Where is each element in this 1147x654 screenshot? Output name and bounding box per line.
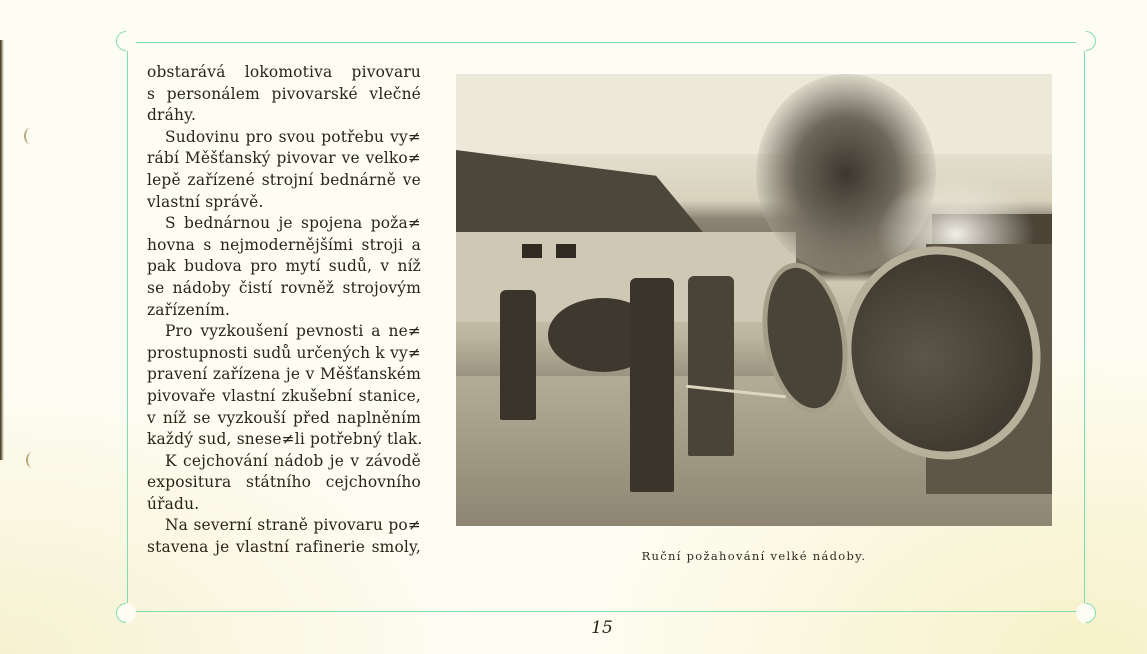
photo-window bbox=[556, 244, 576, 258]
text-line: expositura státního cejchovního bbox=[147, 473, 421, 492]
text-line: v níž se vyzkouší před naplněním bbox=[147, 408, 421, 427]
photo-worker-left bbox=[500, 290, 536, 420]
text-line: rábí Měšťanský pivovar ve velko≠ bbox=[147, 149, 421, 168]
text-line: Sudovinu pro svou potřebu vy≠ bbox=[165, 127, 421, 146]
text-line: pivovaře vlastní zkušební stanice, bbox=[147, 386, 421, 405]
text-line: pravení zařízena je v Měšťanském bbox=[147, 365, 421, 384]
text-line: dráhy. bbox=[147, 106, 197, 125]
text-line: K cejchování nádob je v závodě bbox=[165, 451, 421, 470]
binding-edge-shadow bbox=[0, 40, 4, 460]
text-line: zařízením. bbox=[147, 300, 231, 319]
text-line: každý sud, snese≠li potřebný tlak. bbox=[147, 430, 423, 449]
punch-hole-bottom bbox=[26, 452, 38, 468]
text-line: obstarává lokomotiva pivovaru bbox=[147, 63, 421, 81]
photo-worker-torch bbox=[688, 276, 734, 456]
text-line: S bednárnou je spojena poža≠ bbox=[165, 214, 421, 233]
punch-hole-top bbox=[24, 128, 36, 144]
text-line: Pro vyzkoušení pevnosti a ne≠ bbox=[165, 322, 421, 341]
text-line: stavena je vlastní rafinerie smoly, bbox=[147, 538, 421, 557]
photo-worker-center bbox=[630, 278, 674, 492]
text-line: hovna s nejmodernějšími stroji a bbox=[147, 235, 421, 254]
photo-sky bbox=[456, 74, 1052, 154]
text-line: vlastní správě. bbox=[147, 192, 264, 211]
photo-window bbox=[522, 244, 542, 258]
text-line: pak budova pro mytí sudů, v níž bbox=[147, 257, 421, 276]
text-line: prostupnosti sudů určených k vy≠ bbox=[147, 343, 421, 362]
body-text-column bbox=[147, 62, 421, 559]
photo-building-roof bbox=[456, 150, 706, 236]
text-line: Na severní straně pivovaru po≠ bbox=[165, 516, 421, 535]
text-line: se nádoby čistí rovněž strojovým bbox=[147, 278, 421, 297]
barrel-pitching-photo bbox=[456, 74, 1052, 526]
figure-caption: Ruční požahování velké nádoby. bbox=[641, 549, 867, 563]
text-line: úřadu. bbox=[147, 494, 200, 513]
text-line: lepě zařízené strojní bednárně ve bbox=[147, 170, 421, 189]
text-line: s personálem pivovarské vlečné bbox=[147, 84, 421, 103]
page-number: 15 bbox=[591, 618, 613, 638]
